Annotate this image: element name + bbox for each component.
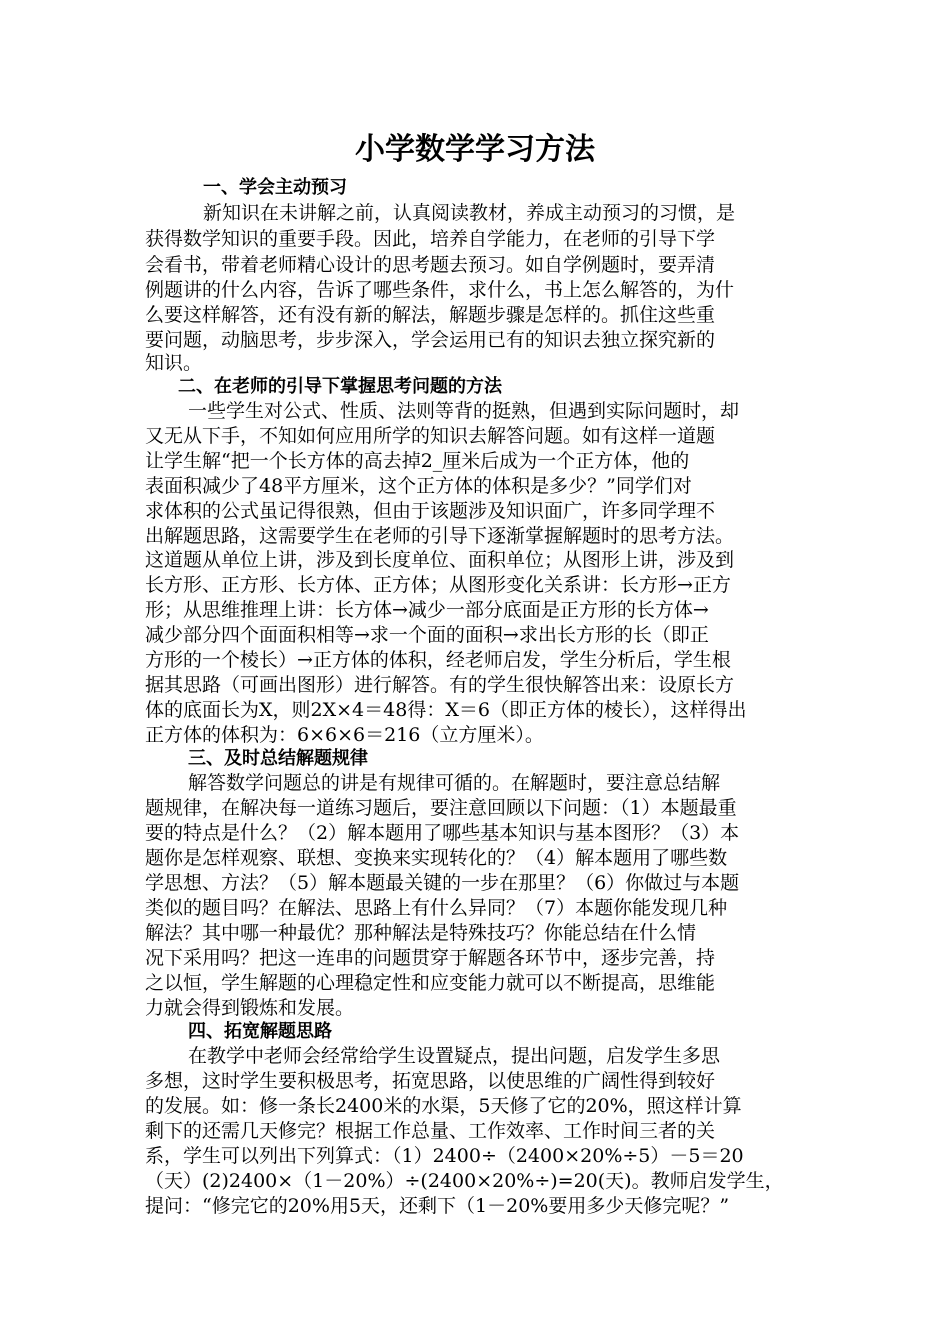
paragraph-line: 又无从下手，不知如何应用所学的知识去解答问题。如有这样一道题 <box>145 425 716 447</box>
paragraph-line: 提问：“修完它的20%用5天，还剩下（1－20%要用多少天修完呢？” <box>145 1195 730 1217</box>
paragraph-line: 么要这样解答，还有没有新的解法，解题步骤是怎样的。抓住这些重 <box>145 304 716 326</box>
paragraph-line: 解法？其中哪一种最优？那种解法是特殊技巧？你能总结在什么情 <box>145 922 697 944</box>
paragraph-line: 这道题从单位上讲，涉及到长度单位、面积单位；从图形上讲，涉及到 <box>145 549 735 571</box>
paragraph-line: 正方体的体积为：6×6×6＝216（立方厘米）。 <box>145 724 544 746</box>
paragraph-line: 剩下的还需几天修完？根据工作总量、工作效率、工作时间三者的关 <box>145 1120 716 1142</box>
paragraph-line: 长方形、正方形、长方体、正方体；从图形变化关系讲：长方形→正方 <box>145 574 731 596</box>
paragraph-line: 系，学生可以列出下列算式：（1）2400÷（2400×20%÷5）－5＝20 <box>145 1145 744 1167</box>
paragraph-line: 在教学中老师会经常给学生设置疑点，提出问题，启发学生多思 <box>188 1045 721 1067</box>
section-4-heading: 四、拓宽解题思路 <box>188 1021 332 1042</box>
paragraph-line: 况下采用吗？把这一连串的问题贯穿于解题各环节中，逐步完善，持 <box>145 947 716 969</box>
section-2-heading: 二、在老师的引导下掌握思考问题的方法 <box>178 376 502 397</box>
paragraph-line: 学思想、方法？（5）解本题最关键的一步在那里？（6）你做过与本题 <box>145 872 740 894</box>
paragraph-line: 形；从思维推理上讲：长方体→减少一部分底面是正方形的长方体→ <box>145 599 709 621</box>
paragraph-line: 要的特点是什么？（2）解本题用了哪些基本知识与基本图形？（3）本 <box>145 822 740 844</box>
paragraph-line: 之以恒，学生解题的心理稳定性和应变能力就可以不断提高，思维能 <box>145 972 716 994</box>
paragraph-line: 多想，这时学生要积极思考，拓宽思路，以使思维的广阔性得到较好 <box>145 1070 716 1092</box>
paragraph-line: 新知识在未讲解之前，认真阅读教材，养成主动预习的习惯，是 <box>203 202 736 224</box>
paragraph-line: 的发展。如：修一条长2400米的水渠，5天修了它的20%，照这样计算 <box>145 1095 742 1117</box>
paragraph-line: 获得数学知识的重要手段。因此，培养自学能力，在老师的引导下学 <box>145 228 716 250</box>
paragraph-line: 解答数学问题总的讲是有规律可循的。在解题时，要注意总结解 <box>188 772 721 794</box>
paragraph-line: 题你是怎样观察、联想、变换来实现转化的？（4）解本题用了哪些数 <box>145 847 728 869</box>
paragraph-line: 例题讲的什么内容，告诉了哪些条件，求什么，书上怎么解答的，为什 <box>145 279 735 301</box>
paragraph-line: 表面积减少了48平方厘米，这个正方体的体积是多少？”同学们对 <box>145 475 692 497</box>
paragraph-line: 减少部分四个面面积相等→求一个面的面积→求出长方形的长（即正 <box>145 624 709 646</box>
paragraph-line: 题规律，在解决每一道练习题后，要注意回顾以下问题：（1）本题最重 <box>145 797 737 819</box>
paragraph-line: 一些学生对公式、性质、法则等背的挺熟，但遇到实际问题时，却 <box>188 400 740 422</box>
paragraph-line: 据其思路（可画出图形）进行解答。有的学生很快解答出来：设原长方 <box>145 674 735 696</box>
paragraph-line: 要问题，动脑思考，步步深入，学会运用已有的知识去独立探究新的 <box>145 329 716 351</box>
document-title: 小学数学学习方法 <box>355 132 595 167</box>
section-3-heading: 三、及时总结解题规律 <box>188 748 368 769</box>
paragraph-line: 体的底面长为X，则2X×4＝48得：X＝6（即正方体的棱长），这样得出 <box>145 699 747 721</box>
paragraph-line: 类似的题目吗？在解法、思路上有什么异同？（7）本题你能发现几种 <box>145 897 728 919</box>
paragraph-line: 求体积的公式虽记得很熟，但由于该题涉及知识面广，许多同学理不 <box>145 500 716 522</box>
paragraph-line: （天）(2)2400×（1－20%）÷(2400×20%÷)=20(天)。教师启发学生， <box>145 1170 784 1192</box>
paragraph-line: 力就会得到锻炼和发展。 <box>145 997 355 1019</box>
paragraph-line: 出解题思路，这需要学生在老师的引导下逐渐掌握解题时的思考方法。 <box>145 525 735 547</box>
paragraph-line: 会看书，带着老师精心设计的思考题去预习。如自学例题时，要弄清 <box>145 254 716 276</box>
paragraph-line: 让学生解“把一个长方体的高去掉2_厘米后成为一个正方体，他的 <box>145 450 690 472</box>
paragraph-line: 方形的一个棱长）→正方体的体积，经老师启发，学生分析后，学生根 <box>145 649 731 671</box>
paragraph-line: 知识。 <box>145 352 203 374</box>
section-1-heading: 一、学会主动预习 <box>203 177 347 198</box>
